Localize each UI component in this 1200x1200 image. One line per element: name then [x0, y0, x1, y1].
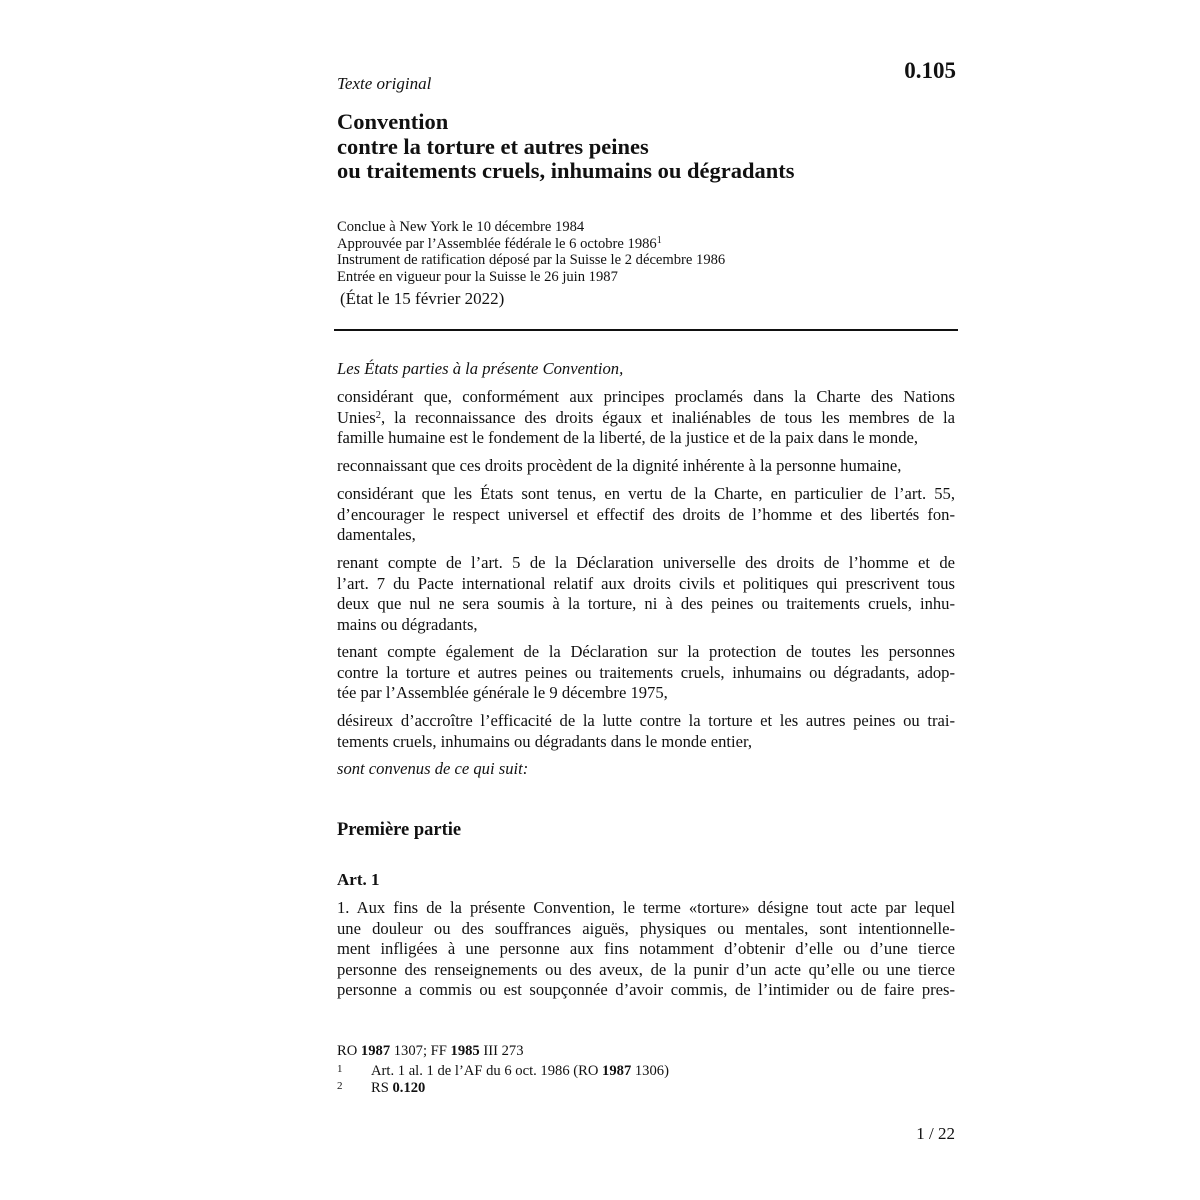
publication-reference: RO 1987 1307; FF 1985 III 273 — [337, 1043, 524, 1059]
footnote-ref-2[interactable]: 2 — [375, 409, 381, 421]
meta-entree: Entrée en vigueur pour la Suisse le 26 juin 1987 — [337, 268, 618, 285]
preamble-paragraph-5: tenant compte également de la Déclaration sur la protection de toutes les personnes contre la torture et autres peines ou traitements cruels, inhumains ou dégradants, adop- tée par l’Assemblée générale le 9 décembre 1975, — [337, 642, 955, 702]
meta-approuvee: Approuvée par l’Assemblée fédérale le 6 octobre 1986$^1$ — [337, 234, 662, 252]
page-number: 1 / 22 — [916, 1124, 955, 1143]
footnote-ref-1[interactable]: 1 — [656, 234, 662, 246]
footnote-1: 1 Art. 1 al. 1 de l’AF du 6 oct. 1986 (RO 1987 1306) — [337, 1063, 669, 1079]
preamble-paragraph-2: reconnaissant que ces droits procèdent de la dignité inhérente à la personne humaine, — [337, 456, 902, 475]
preamble-paragraph-4: renant compte de l’art. 5 de la Déclaration universelle des droits de l’homme et de l’art. 7 du Pacte international relatif aux droits civils et politiques qui prescrivent tous deux que nul ne sera soumis à la torture, ni à des peines ou traitements cruels, inhu- mains ou dégradants, — [337, 553, 955, 634]
article-heading: Art. 1 — [337, 870, 380, 889]
document-metadata — [337, 219, 977, 285]
preamble-intro: Les États parties à la présente Convention, — [337, 359, 624, 378]
document-title — [337, 110, 977, 184]
etat-date: (État le 15 février 2022) — [340, 289, 505, 308]
footnote-number: 1 — [337, 1063, 343, 1075]
preamble-paragraph-3: considérant que les États sont tenus, en vertu de la Charte, en particulier de l’art. 55, d’encourager le respect universel et effectif des droits de l’homme et des libertés fon- damentales, — [337, 484, 955, 544]
footnote-2: 2 RS 0.120 — [337, 1080, 426, 1096]
footnote-number: 2 — [337, 1080, 343, 1092]
preamble-paragraph-6: désireux d’accroître l’efficacité de la lutte contre la torture et les autres peines ou trai- tements cruels, inhumains ou dégradants dans le monde entier, — [337, 711, 955, 751]
meta-conclue: Conclue à New York le 10 décembre 1984 — [337, 219, 585, 235]
preamble-paragraph-1: considérant que, conformément aux principes proclamés dans la Charte des Nations Unies$^2$, la reconnaissance des droits égaux et inaliénables de tous les membres de la famille humaine est le fondement de la liberté, de la justice et de la paix dans le monde, — [337, 387, 955, 447]
title-line-3: ou traitements cruels, inhumains ou dégradants — [337, 158, 795, 183]
title-line-1: Convention — [337, 109, 449, 134]
part-heading: Première partie — [337, 820, 462, 840]
article-1-paragraph: 1. Aux fins de la présente Convention, le terme «torture» désigne tout acte par lequel une douleur ou des souffrances aiguës, physiques ou mentales, sont intentionnelle- ment infligées à une personne aux fins notamment d’obtenir d’elle ou d’une tierce personne des renseignements ou des aveux, de la punir d’un acte qu’elle ou une tierce personne a commis ou est soupçonnée d’avoir commis, de l’intimider ou de faire pres- — [337, 898, 955, 999]
title-line-2: contre la torture et autres peines — [337, 133, 649, 159]
preamble-closing: sont convenus de ce qui suit: — [337, 759, 529, 778]
meta-instrument: Instrument de ratification déposé par la Suisse le 2 décembre 1986 — [337, 252, 726, 269]
header-divider — [334, 329, 958, 331]
sr-number: 0.105 — [904, 58, 956, 83]
texte-original-label: Texte original — [337, 74, 432, 93]
